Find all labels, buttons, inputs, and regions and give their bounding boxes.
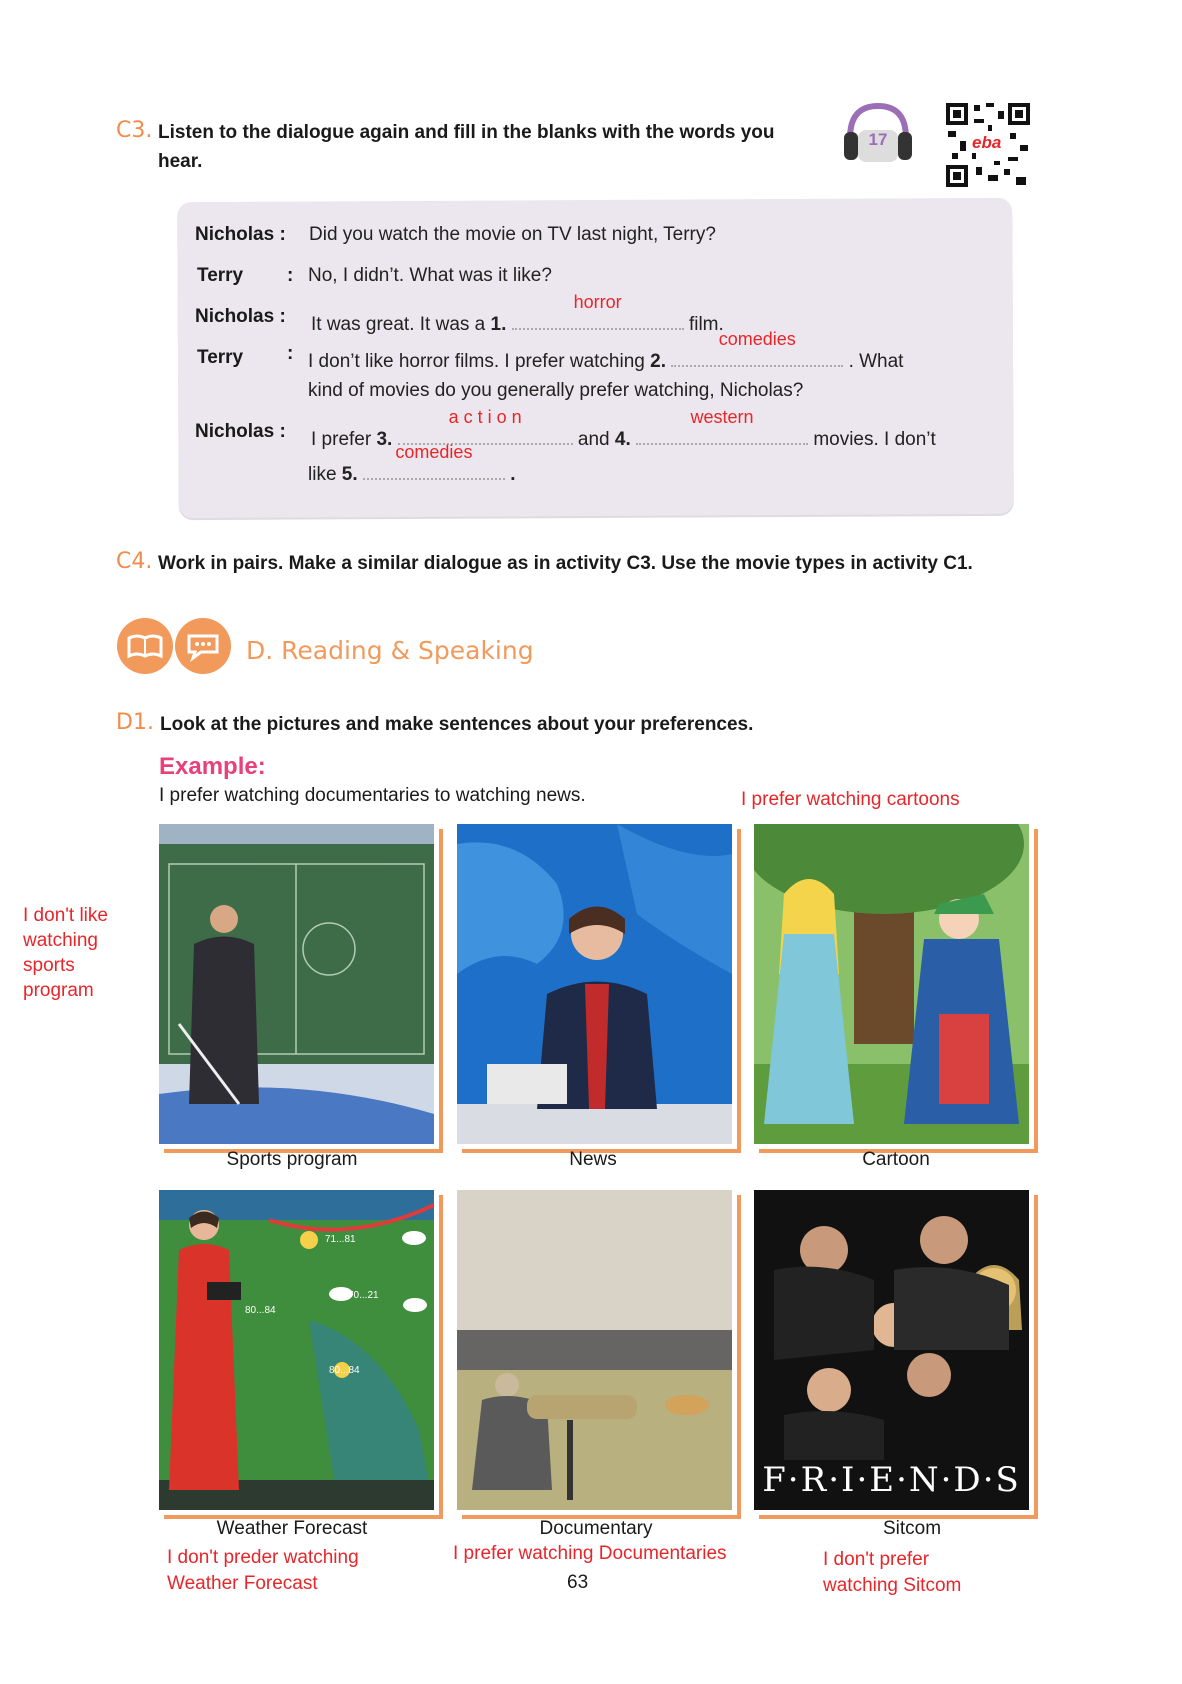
speaker-nicholas-1: Nicholas : [195, 224, 286, 245]
picture-cartoon[interactable] [754, 824, 1029, 1144]
headphones-icon[interactable] [840, 100, 916, 164]
blank-1[interactable] [512, 292, 684, 330]
blank-2[interactable] [671, 329, 843, 367]
answer-5: comedies [395, 442, 473, 462]
c4-instruction: Work in pairs. Make a similar dialogue as in activity C3. Use the movie types in activity C1. [158, 553, 973, 574]
dialogue-line-4-cont: kind of movies do you generally prefer watching, Nicholas? [308, 380, 804, 401]
speaker-terry-1: Terry [197, 265, 244, 286]
answer-sitcom [823, 1547, 961, 1599]
page-number: 63 [567, 1572, 589, 1593]
answer-documentary: I prefer watching Documentaries [453, 1543, 727, 1564]
caption-weather: Weather Forecast [216, 1518, 368, 1539]
blank-number-4: 4. [614, 429, 631, 450]
answer-weather-2: Weather Forecast [167, 1573, 318, 1594]
answer-sports-1: I don't like [23, 905, 108, 926]
book-icon [117, 618, 173, 674]
blank-4[interactable] [636, 407, 808, 445]
answer-sports [23, 903, 108, 1003]
weather-temp-1: 71...81 [325, 1234, 356, 1245]
picture-news[interactable] [457, 824, 732, 1144]
dialogue-line-3 [311, 292, 724, 336]
blank-number-2: 2. [650, 351, 666, 372]
line5-like: like [308, 464, 337, 485]
answer-sitcom-2: watching Sitcom [823, 1575, 962, 1596]
caption-news: News [569, 1149, 617, 1170]
dialogue-line-2: No, I didn’t. What was it like? [308, 265, 552, 286]
line5-and: and [577, 429, 610, 450]
track-number: 17 [868, 130, 888, 149]
line5-text: I prefer [311, 429, 372, 450]
speaker-nicholas-2: Nicholas : [195, 306, 286, 327]
picture-documentary[interactable] [457, 1190, 732, 1510]
c4-number: C4. [116, 549, 153, 574]
answer-sitcom-1: I don't prefer [823, 1549, 930, 1570]
answer-4: western [690, 407, 754, 427]
example-label: Example: [159, 753, 266, 780]
weather-temp-2: 70...21 [348, 1290, 379, 1301]
friends-logo: F·R·I·E·N·D·S [762, 1460, 1021, 1500]
speaker-terry-2: Terry [197, 347, 244, 368]
picture-sports-program[interactable] [159, 824, 434, 1144]
blank-number-3: 3. [376, 429, 393, 450]
line5-end: movies. I don’t [813, 429, 936, 450]
dialogue-line-5-cont [308, 442, 516, 486]
d1-instruction: Look at the pictures and make sentences about your preferences. [160, 714, 754, 735]
speech-bubble-icon [175, 618, 231, 674]
colon-terry-2: : [287, 343, 294, 364]
speaker-nicholas-3: Nicholas : [195, 421, 286, 442]
c3-instruction-line1: Listen to the dialogue again and fill in the blanks with the words you [158, 122, 775, 143]
weather-temp-3: 80...84 [245, 1305, 276, 1316]
answer-2: comedies [718, 329, 796, 349]
caption-documentary: Documentary [539, 1518, 653, 1539]
dialogue-line-1: Did you watch the movie on TV last night, Terry? [309, 224, 716, 245]
c3-instruction-line2: hear. [158, 151, 203, 172]
answer-sports-2: watching [23, 930, 98, 951]
blank-number-5: 5. [341, 464, 358, 485]
answer-3: a c t i o n [448, 407, 522, 427]
answer-sports-4: program [23, 980, 94, 1001]
caption-cartoon: Cartoon [862, 1149, 930, 1170]
answer-1: horror [573, 292, 622, 312]
colon-terry-1: : [287, 265, 294, 286]
qr-label: eba [972, 133, 1002, 152]
blank-number-1: 1. [490, 314, 507, 335]
qr-code[interactable] [944, 101, 1032, 189]
weather-temp-4: 80...84 [329, 1365, 360, 1376]
picture-sitcom[interactable] [754, 1190, 1029, 1510]
example-text: I prefer watching documentaries to watching news. [159, 785, 586, 806]
line5-period: . [510, 464, 516, 485]
answer-weather [167, 1545, 359, 1597]
d1-number: D1. [116, 710, 154, 735]
line3-text: It was great. It was a [311, 314, 486, 335]
caption-sitcom: Sitcom [882, 1518, 942, 1539]
blank-5[interactable] [363, 442, 505, 480]
c3-number: C3. [116, 118, 153, 143]
caption-sports: Sports program [226, 1149, 358, 1170]
answer-weather-1: I don't preder watching [167, 1547, 359, 1568]
line3-end: film. [688, 314, 724, 335]
line4-text: I don’t like horror films. I prefer watching [308, 351, 645, 372]
picture-weather-forecast[interactable] [159, 1190, 434, 1510]
answer-cartoons: I prefer watching cartoons [741, 789, 960, 810]
line4-end: . What [848, 351, 904, 372]
answer-sports-3: sports [23, 955, 75, 976]
section-d-title: D. Reading & Speaking [246, 636, 534, 665]
dialogue-line-4 [308, 329, 904, 373]
